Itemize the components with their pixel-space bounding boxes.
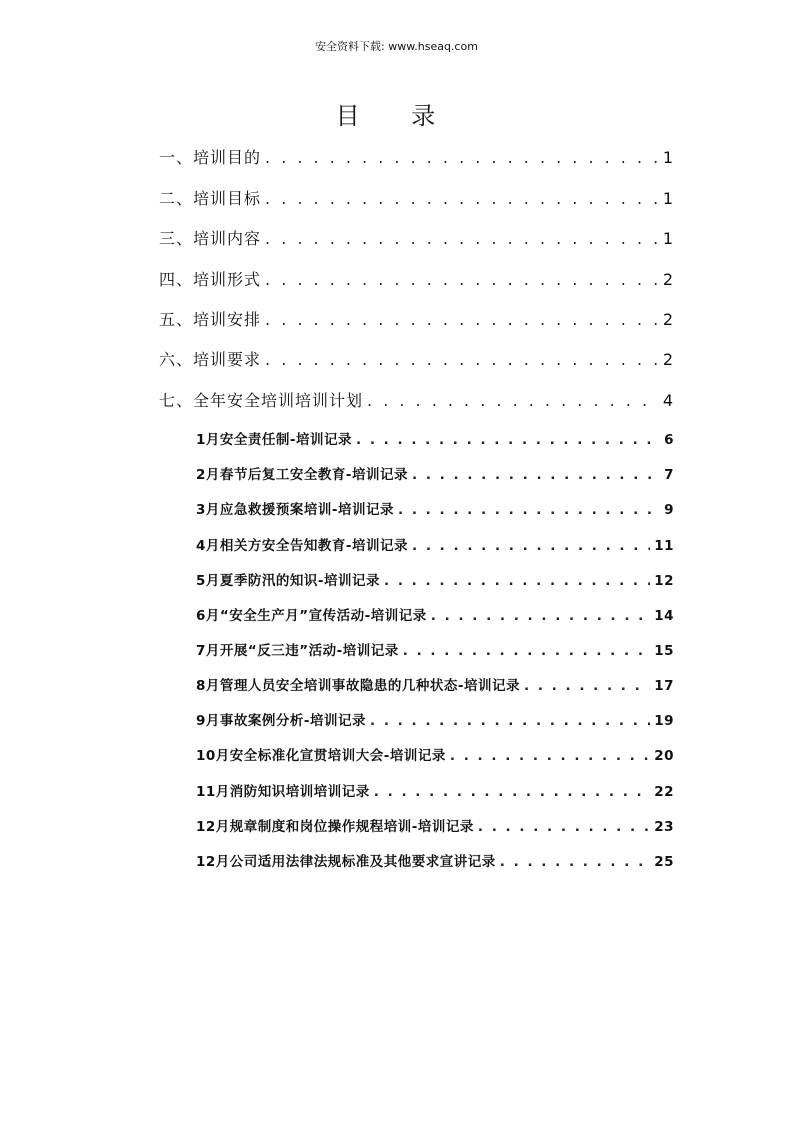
toc-subentry[interactable] xyxy=(196,744,674,764)
toc-title: 目 录 xyxy=(335,102,458,130)
toc-entry-page: 15 xyxy=(654,643,674,659)
toc-entry-page: 2 xyxy=(662,270,674,289)
toc-entry-label: 11月消防知识培训培训记录 xyxy=(196,784,370,800)
toc-leader-dots xyxy=(265,189,659,208)
toc-entry-page: 14 xyxy=(654,608,674,624)
toc-entry-label: 1月安全责任制-培训记录 xyxy=(196,432,352,448)
toc-leader-dots xyxy=(265,229,659,248)
toc-entry[interactable] xyxy=(159,307,674,330)
toc-entry-label: 七、全年安全培训培训计划 xyxy=(159,391,364,410)
toc-entry-page: 7 xyxy=(664,467,674,483)
toc-subentry[interactable] xyxy=(196,780,674,800)
toc-entry-label: 2月春节后复工安全教育-培训记录 xyxy=(196,467,408,483)
toc-subentry[interactable] xyxy=(196,709,674,729)
toc-leader-dots xyxy=(384,573,650,589)
toc-entry[interactable] xyxy=(159,347,674,370)
toc-entry-page: 19 xyxy=(654,713,674,729)
toc-entry-label: 4月相关方安全告知教育-培训记录 xyxy=(196,538,408,554)
toc-entry[interactable] xyxy=(159,388,674,411)
toc-entry-label: 7月开展“反三违”活动-培训记录 xyxy=(196,643,399,659)
toc-entry-label: 二、培训目标 xyxy=(159,189,262,208)
toc-entry-page: 20 xyxy=(654,748,674,764)
toc-entry[interactable] xyxy=(159,226,674,249)
toc-leader-dots xyxy=(398,502,660,518)
toc-entry-label: 6月“安全生产月”宣传活动-培训记录 xyxy=(196,608,427,624)
toc-entry-page: 17 xyxy=(654,678,674,694)
toc-subentry[interactable] xyxy=(196,428,674,448)
toc-entry-page: 12 xyxy=(654,573,674,589)
toc-leader-dots xyxy=(356,432,660,448)
toc-entry-page: 1 xyxy=(662,148,674,167)
toc-leader-dots xyxy=(431,608,650,624)
toc-entry-label: 五、培训安排 xyxy=(159,310,262,329)
toc-leader-dots xyxy=(265,148,659,167)
toc-entry-label: 9月事故案例分析-培训记录 xyxy=(196,713,366,729)
toc-leader-dots xyxy=(265,350,659,369)
toc-entry-label: 12月公司适用法律法规标准及其他要求宣讲记录 xyxy=(196,854,496,870)
toc-entry-page: 1 xyxy=(662,189,674,208)
toc-entry-page: 2 xyxy=(662,310,674,329)
toc-subentry[interactable] xyxy=(196,463,674,483)
toc-subentry[interactable] xyxy=(196,498,674,518)
toc-leader-dots xyxy=(403,643,650,659)
toc-subentry[interactable] xyxy=(196,604,674,624)
toc-leader-dots xyxy=(367,391,659,410)
toc-entry[interactable] xyxy=(159,186,674,209)
toc-entry[interactable] xyxy=(159,267,674,290)
toc-leader-dots xyxy=(478,819,650,835)
toc-leader-dots xyxy=(370,713,650,729)
toc-entry-page: 25 xyxy=(654,854,674,870)
toc-leader-dots xyxy=(524,678,650,694)
toc-leader-dots xyxy=(450,748,650,764)
toc-subentry[interactable] xyxy=(196,850,674,870)
toc-entry-label: 3月应急救援预案培训-培训记录 xyxy=(196,502,394,518)
toc-entry-page: 6 xyxy=(664,432,674,448)
toc-entry-label: 三、培训内容 xyxy=(159,229,262,248)
toc-entry-label: 8月管理人员安全培训事故隐患的几种状态-培训记录 xyxy=(196,678,520,694)
toc-entry-label: 10月安全标准化宣贯培训大会-培训记录 xyxy=(196,748,446,764)
page-header: 安全资料下载: www.hseaq.com xyxy=(315,40,478,53)
toc-entry-page: 1 xyxy=(662,229,674,248)
toc-entry-label: 四、培训形式 xyxy=(159,270,262,289)
toc-leader-dots xyxy=(265,270,659,289)
toc-entry-page: 2 xyxy=(662,350,674,369)
toc-entry-page: 4 xyxy=(662,391,674,410)
toc-entry-page: 9 xyxy=(664,502,674,518)
toc-subentry[interactable] xyxy=(196,569,674,589)
toc-subentry[interactable] xyxy=(196,534,674,554)
toc-entry-page: 23 xyxy=(654,819,674,835)
toc-entry-label: 5月夏季防汛的知识-培训记录 xyxy=(196,573,380,589)
toc-entry-page: 22 xyxy=(654,784,674,800)
toc-subentry[interactable] xyxy=(196,674,674,694)
toc-entry-label: 12月规章制度和岗位操作规程培训-培训记录 xyxy=(196,819,474,835)
toc-leader-dots xyxy=(412,467,660,483)
toc-leader-dots xyxy=(374,784,650,800)
toc-entry-label: 一、培训目的 xyxy=(159,148,262,167)
toc-leader-dots xyxy=(412,538,650,554)
toc-subentry[interactable] xyxy=(196,815,674,835)
toc-entry[interactable] xyxy=(159,145,674,168)
toc-entry-page: 11 xyxy=(654,538,674,554)
toc-leader-dots xyxy=(265,310,659,329)
toc-subentry[interactable] xyxy=(196,639,674,659)
toc-leader-dots xyxy=(500,854,650,870)
toc-entry-label: 六、培训要求 xyxy=(159,350,262,369)
